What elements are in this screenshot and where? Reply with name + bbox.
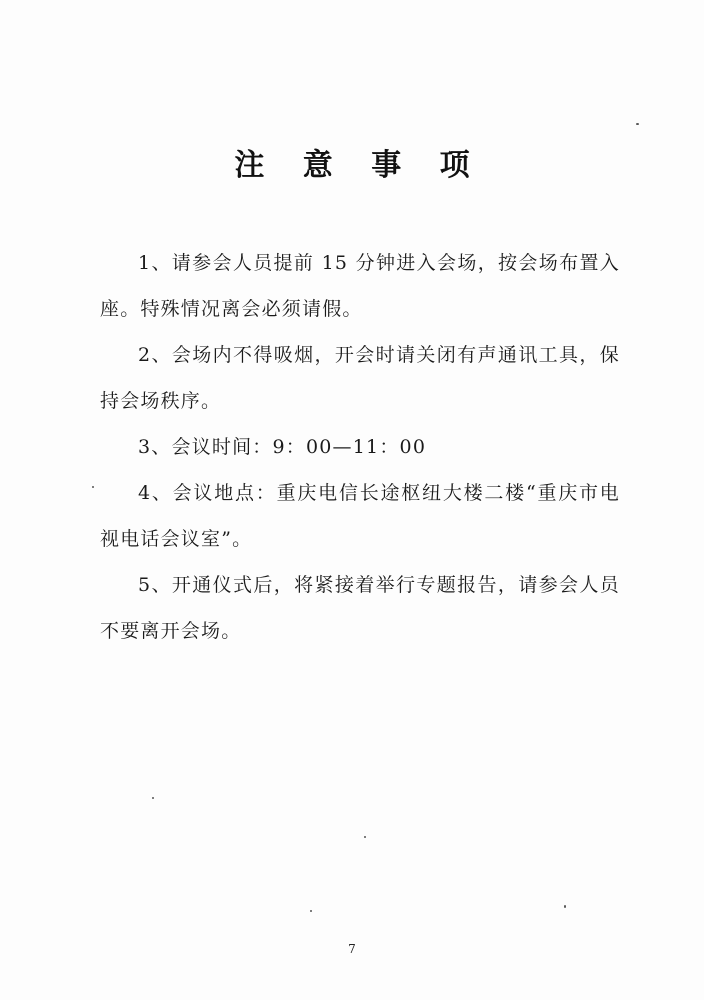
scan-speck [564, 905, 566, 908]
scan-speck [310, 910, 312, 912]
page-title: 注 意 事 项 [234, 148, 484, 183]
notice-item-5: 5、开通仪式后，将紧接着举行专题报告，请参会人员不要离开会场。 [100, 574, 620, 642]
notice-item-2: 2、会场内不得吸烟，开会时请关闭有声通讯工具，保持会场秩序。 [100, 344, 620, 412]
notice-item-4: 4、会议地点：重庆电信长途枢纽大楼二楼“重庆市电视电话会议室”。 [100, 482, 620, 550]
page-number: 7 [348, 942, 356, 956]
scan-speck [636, 123, 639, 125]
notice-body [100, 240, 620, 654]
notice-item-1: 1、请参会人员提前 15 分钟进入会场，按会场布置入座。特殊情况离会必须请假。 [100, 252, 620, 320]
scan-speck [364, 836, 366, 838]
scan-speck [152, 797, 154, 799]
scan-speck [92, 486, 94, 488]
notice-item-3: 3、会议时间：9：00—11：00 [138, 436, 427, 458]
